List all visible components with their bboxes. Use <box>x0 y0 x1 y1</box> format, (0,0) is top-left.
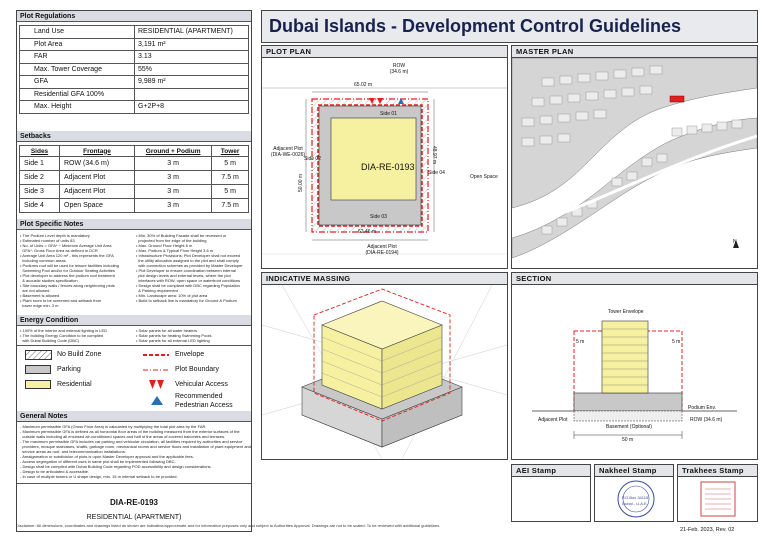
regulation-value <box>135 88 249 101</box>
setback-cell: 3 m <box>135 199 212 213</box>
aei-stamp-panel <box>511 464 591 522</box>
row-label: ROW (34.6 m) <box>389 63 409 75</box>
row-section-label: ROW (34.6 m) <box>690 417 723 423</box>
massing-title: INDICATIVE MASSING <box>262 273 507 285</box>
note-line: • Plot Developer to ensure coordination between internal <box>136 268 236 273</box>
legend <box>17 345 251 411</box>
regulation-value: 55% <box>135 63 249 76</box>
seal-pobox: P.O.Box 34115 <box>621 495 649 500</box>
envelope-swatch <box>143 350 171 361</box>
energy-col1 <box>20 328 133 343</box>
nakheel-stamp-panel <box>594 464 674 522</box>
legend-label-boundary: Plot Boundary <box>175 366 219 373</box>
note-line: projected from the edge of the building <box>136 238 207 243</box>
setbacks-table <box>19 145 249 213</box>
adjacent-plot-bottom: Adjacent Plot (DIA-RE-0194) <box>365 244 399 256</box>
specific-notes-col2 <box>136 233 251 303</box>
legend-label-residential: Residential <box>57 381 92 388</box>
note-line: • Site boundary walls / fences along neighboring plots <box>20 283 115 288</box>
regulations-title: Plot Regulations <box>17 11 251 22</box>
setback-row <box>20 199 249 213</box>
plot-boundary-swatch <box>143 365 171 376</box>
setback-left-label: 5 m <box>576 339 585 345</box>
note-line: • Min. 30% of Building Facade shall be recessed or <box>136 233 227 238</box>
note-line: are not allowed <box>20 288 50 293</box>
note-line: including common areas <box>20 258 66 263</box>
note-line: • Plant room to be screened and setback from <box>20 298 102 303</box>
setback-cell: Adjacent Plot <box>60 171 135 185</box>
dim-top: 65.02 m <box>354 82 373 88</box>
seal-city: Dubai - U.A.E. <box>622 501 648 506</box>
note-line: • Infrastructure Provisions: Plot Developer shall not exceed <box>136 253 241 258</box>
regulation-value: 3.13 <box>135 51 249 64</box>
note-line: • Average Unit Area 120 m² - this represents the GFA <box>20 253 114 258</box>
adjacent-plot-label: Adjacent Plot <box>538 417 568 423</box>
regulation-row <box>20 63 249 76</box>
note-line: • The building Energy Condition to be complied <box>20 333 104 338</box>
setback-row <box>20 185 249 199</box>
note-line: • Estimated number of units 83 <box>20 238 75 243</box>
setback-header: Frontage <box>60 146 135 157</box>
regulation-label: Max. Height <box>20 101 135 114</box>
setback-row <box>20 171 249 185</box>
note-line: - Maximum permissible GFA is defined as all horizontal floor areas of the building measured from the exterior surfaces of the <box>20 429 240 434</box>
massing-drawing <box>262 285 507 459</box>
open-space-label: Open Space <box>470 174 498 180</box>
specific-notes-col1 <box>20 233 133 308</box>
dim-right: 48.97 m <box>431 146 437 165</box>
setback-cell: Adjacent Plot <box>60 185 135 199</box>
plot-id: DIA-RE-0193 <box>109 498 158 507</box>
trakhees-stamp-image <box>700 481 736 517</box>
dim-left: 50.00 m <box>298 173 304 192</box>
note-line: • Solar panels for all external LED lighting <box>136 338 210 343</box>
general-notes-title: General Notes <box>17 411 251 422</box>
side2-label: Side 02 <box>304 156 321 162</box>
side3-label: Side 03 <box>370 214 387 220</box>
regulation-label: Max. Tower Coverage <box>20 63 135 76</box>
setbacks-title: Setbacks <box>17 131 251 142</box>
setback-cell: Side 2 <box>20 171 60 185</box>
note-line: • Solar panels for heating Swimming Pools <box>136 333 212 338</box>
header <box>261 10 758 43</box>
page-title: Dubai Islands - Development Control Guidelines <box>269 16 682 36</box>
note-line: tower edge min. 3 m <box>20 303 59 308</box>
regulation-label: Land Use <box>20 26 135 39</box>
basement-label: Basement (Optional) <box>606 424 652 430</box>
setback-cell: 3 m <box>135 171 212 185</box>
legend-label-vehicular: Vehicular Access <box>175 381 228 388</box>
setback-cell: Side 1 <box>20 157 60 171</box>
general-notes <box>20 424 250 479</box>
tower-envelope-label: Tower Envelope <box>608 309 644 315</box>
energy-col2 <box>136 328 251 343</box>
setback-header: Sides <box>20 146 60 157</box>
regulation-value: 3,191 m² <box>135 38 249 51</box>
dim-bottom: 62.46 m <box>358 229 377 235</box>
plot-location-marker <box>670 96 684 102</box>
vehicular-access-icon <box>147 379 167 390</box>
energy-title: Energy Condition <box>17 315 251 326</box>
regulation-value: 9,989 m² <box>135 76 249 89</box>
setback-cell: 7.5 m <box>212 171 249 185</box>
note-line: with connection schemes as provided by Master Developer <box>136 263 243 268</box>
note-line: - In case of multiple towers or U shape design, min. 15 m internal setback to be provided. <box>20 474 178 479</box>
setback-cell: 5 m <box>212 185 249 199</box>
regulation-row <box>20 51 249 64</box>
pedestrian-access-icon <box>150 395 164 406</box>
note-line: - Maximum permissible GFA (Gross Floor Area) is calculated by multiplying the total plot area by the FAR. <box>20 424 207 429</box>
revision-date: 21-Feb. 2023, Rev. 02 <box>680 527 735 533</box>
plot-plan-panel <box>261 45 508 269</box>
regulation-row <box>20 88 249 101</box>
section-panel <box>511 272 758 460</box>
plot-label: DIA-RE-0193 <box>361 162 415 172</box>
disclaimer: Disclaimer: All dimensions, coordinates and drawings listed as shown are indicative/approximate and for information purposes only and subject to Authorities Approval. Drawings are not to be scaled. To be reviewed with additional guidelines. <box>16 523 441 528</box>
note-line: plot design levels and external levels, where the plot <box>136 273 231 278</box>
note-line: • Design shall be compliant with DBC regarding Population <box>136 283 240 288</box>
regulation-row <box>20 76 249 89</box>
residential-tower <box>331 118 416 200</box>
setback-cell: 3 m <box>135 157 212 171</box>
note-line: • Min. Landscape area: 10% of plot area <box>136 293 208 298</box>
setback-cell: 5 m <box>212 157 249 171</box>
note-line: • Basement is allowed <box>20 293 60 298</box>
legend-label-parking: Parking <box>57 366 81 373</box>
note-line: & Parking requirement <box>136 288 179 293</box>
legend-label-no-build: No Build Zone <box>57 351 102 358</box>
note-line: - Amalgamation or subdivision of plots is upon Master Developer approval and the applicable fees. <box>20 454 194 459</box>
residential-swatch <box>25 380 51 389</box>
regulation-row <box>20 26 249 39</box>
legend-label-envelope: Envelope <box>175 351 205 358</box>
legend-label-pedestrian: Recommended Pedestrian Access <box>175 393 233 409</box>
specific-notes-title: Plot Specific Notes <box>17 219 251 230</box>
note-line: GFA*: Gross Floor Area as defined in DCR <box>20 248 98 253</box>
plot-use: RESIDENTIAL (APARTMENT) <box>86 514 182 521</box>
note-line: • Max. Podium & Typical Floor Height 3.6 m <box>136 248 214 253</box>
master-plan-map <box>512 58 757 268</box>
parking-swatch <box>25 365 51 374</box>
aei-stamp-title: AEI Stamp <box>512 465 590 477</box>
regulation-label: FAR <box>20 51 135 64</box>
note-line: outside walls including all enclosed air-conditioned spaces and half of the areas of covered balconies and terraces. <box>20 434 226 439</box>
note-line: - The maximum permissible GFA includes car parking and vehicular circulation, all facilities required by authorities and service <box>20 439 243 444</box>
note-line: • Solar panels for all water heaters <box>136 328 197 333</box>
note-line: • No. of Units = GFA* ÷ Minimum Average Unit Area <box>20 243 112 248</box>
setback-cell: Side 4 <box>20 199 60 213</box>
master-plan-title: MASTER PLAN <box>512 46 757 58</box>
regulation-value: RESIDENTIAL (APARTMENT) <box>135 26 249 39</box>
note-line: • 100% of the interior and external lighting is LED <box>20 328 108 333</box>
note-line: • Build to setback line is mandatory for Ground & Podium <box>136 298 237 303</box>
setback-header: Tower <box>212 146 249 157</box>
setback-cell: Side 3 <box>20 185 60 199</box>
section-width-label: 50 m <box>622 437 634 443</box>
regulations-table <box>19 25 249 114</box>
note-line: - Design to be articulated & accessible. <box>20 469 90 474</box>
massing-panel <box>261 272 508 460</box>
north-label: N <box>733 239 737 245</box>
note-line: interfaces with ROW, open space or waterfront conditions <box>136 278 241 283</box>
note-line: providers, mosque staircases, shafts, garbage room, mechanical rooms and service floors and installation of plant equipment and <box>20 444 252 449</box>
regulation-value: G+2P+8 <box>135 101 249 114</box>
note-line: • The Podium Level depth is mandatory <box>20 233 90 238</box>
note-line: • Plot developer to address the podium roof treatment <box>20 273 115 278</box>
note-line: - Design shall be complied with Dubai Building Code regarding POD accessibility and design considerations. <box>20 464 212 469</box>
note-line: the utility allocation assigned to the plot and shall comply <box>136 258 239 263</box>
note-line: Swimming Pool and/or for Outdoor Seating Activities <box>20 268 115 273</box>
setback-right-label: 5 m <box>672 339 681 345</box>
section-title: SECTION <box>512 273 757 285</box>
plot-plan-title: PLOT PLAN <box>262 46 507 58</box>
setback-cell: 3 m <box>135 185 212 199</box>
setback-row <box>20 157 249 171</box>
regulation-label: Residential GFA 100% <box>20 88 135 101</box>
regulation-label: Plot Area <box>20 38 135 51</box>
no-build-zone-swatch <box>25 350 53 361</box>
note-line: & acoustic studies specification <box>20 278 78 283</box>
note-line: service areas as roof, and telecommunication installations. <box>20 449 126 454</box>
regulation-row <box>20 101 249 114</box>
regulation-row <box>20 38 249 51</box>
master-plan-panel <box>511 45 758 269</box>
setback-cell: Open Space <box>60 199 135 213</box>
note-line: with Dubai Building Code (DBC) <box>20 338 80 343</box>
trakhees-stamp-panel <box>677 464 758 522</box>
setback-cell: 7.5 m <box>212 199 249 213</box>
setback-cell: ROW (34.6 m) <box>60 157 135 171</box>
podium-env-label: Podium Env. <box>688 405 716 411</box>
regulation-label: GFA <box>20 76 135 89</box>
adjacent-plot-left: Adjacent Plot (DIA-WE-0026) <box>270 146 306 158</box>
note-line: • Podiums roof will be used for leisure facilities including <box>20 263 120 268</box>
side1-label: Side 01 <box>380 111 397 117</box>
trakhees-stamp-title: Trakhees Stamp <box>678 465 757 477</box>
note-line: - Access segregation of different uses in same plot shall be implemented following DBC. <box>20 459 176 464</box>
setback-header: Ground + Podium <box>135 146 212 157</box>
note-line: • Max. Ground Floor Height 6 m <box>136 243 193 248</box>
nakheel-stamp-title: Nakheel Stamp <box>595 465 673 477</box>
side4-label: Side 04 <box>428 170 445 176</box>
left-panel <box>16 10 252 532</box>
